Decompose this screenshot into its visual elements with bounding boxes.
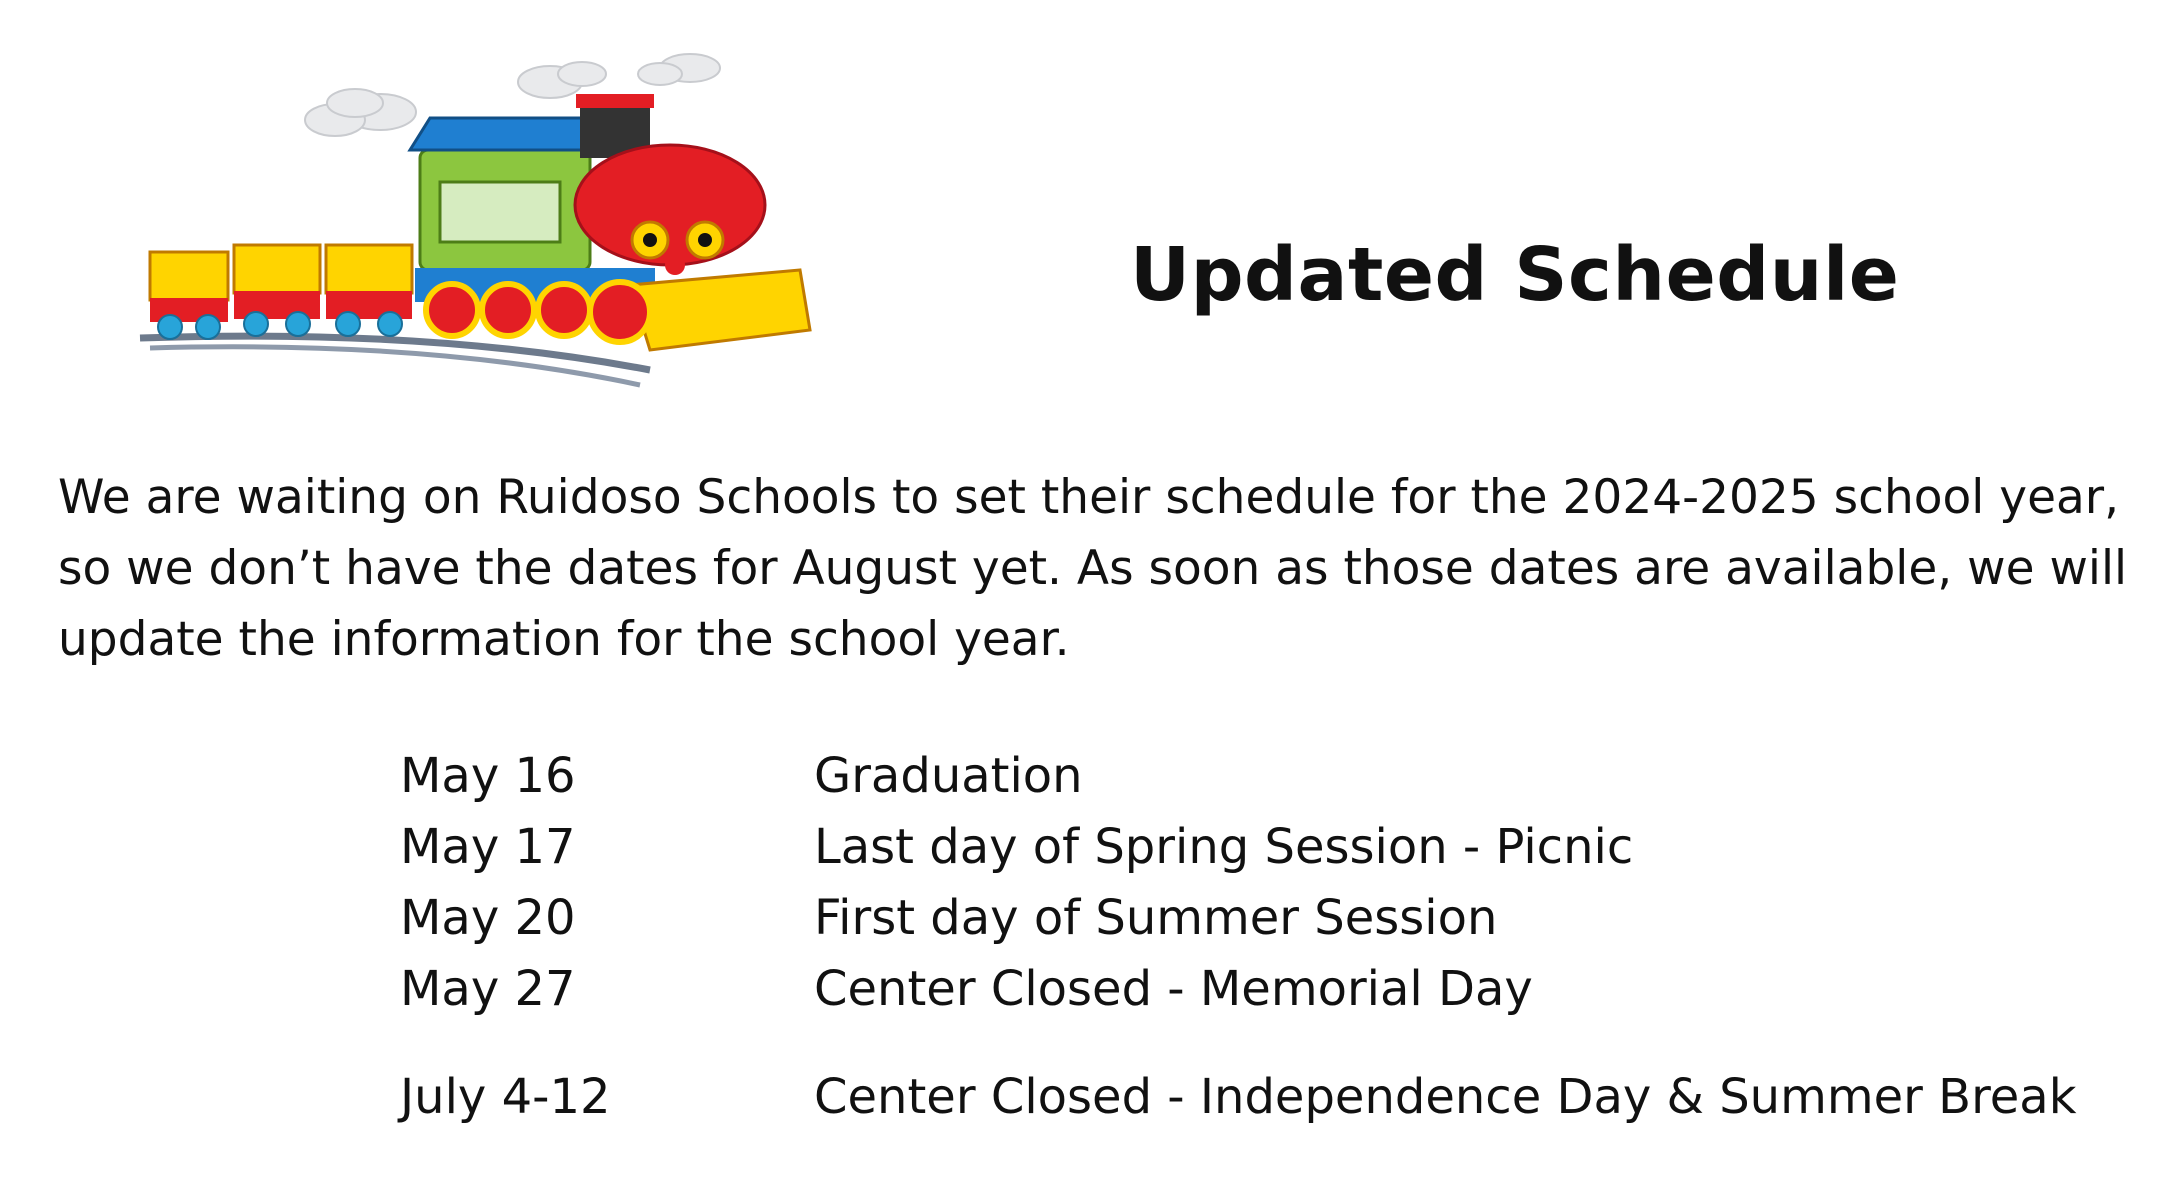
schedule-row xyxy=(400,812,2160,883)
schedule-row xyxy=(400,1062,2160,1133)
schedule-date: May 16 xyxy=(400,748,576,804)
schedule-event: Center Closed - Memorial Day xyxy=(814,961,1533,1017)
cartoon-train-icon xyxy=(130,40,920,400)
schedule-row xyxy=(400,954,2160,1025)
intro-paragraph xyxy=(58,462,2148,675)
rail-track xyxy=(140,336,650,385)
schedule-list xyxy=(400,741,2160,1133)
schedule-event: Center Closed - Independence Day & Summer Break xyxy=(814,1069,2077,1125)
intro-line: We are waiting on Ruidoso Schools to set their schedule for the 2024-2025 school year, xyxy=(58,470,2120,525)
schedule-date: July 4-12 xyxy=(400,1069,611,1125)
schedule-row xyxy=(400,883,2160,954)
page-title: Updated Schedule xyxy=(1130,232,1900,318)
schedule-event: First day of Summer Session xyxy=(814,890,1498,946)
schedule-date: May 27 xyxy=(400,961,576,1017)
wagon-cars xyxy=(150,245,412,339)
schedule-date: May 20 xyxy=(400,890,576,946)
schedule-event: Last day of Spring Session - Picnic xyxy=(814,819,1634,875)
schedule-row xyxy=(400,741,2160,812)
intro-line: so we don’t have the dates for August yet. As soon as those dates are available, we will xyxy=(58,541,2128,596)
schedule-event: Graduation xyxy=(814,748,1083,804)
schedule-date: May 17 xyxy=(400,819,576,875)
intro-line: update the information for the school year. xyxy=(58,612,1070,667)
